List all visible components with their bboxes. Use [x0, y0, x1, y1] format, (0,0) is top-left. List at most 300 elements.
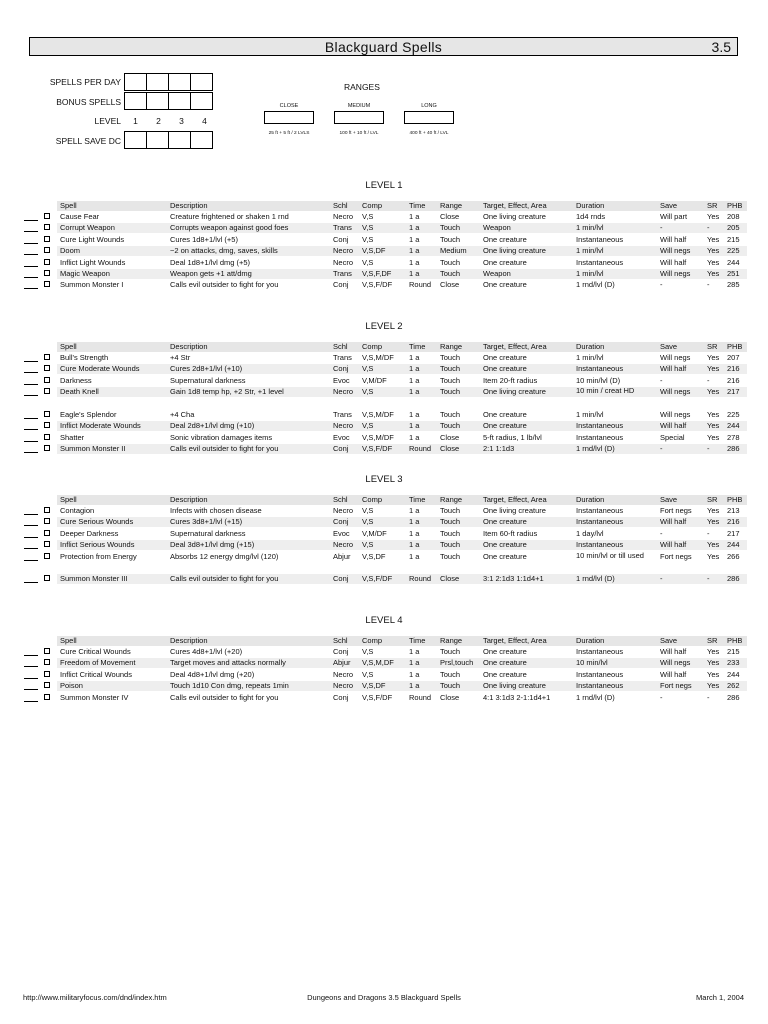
prepared-checkbox[interactable]	[44, 281, 50, 287]
spell-row	[57, 540, 747, 550]
prepared-checkbox[interactable]	[44, 518, 50, 524]
level-number: 2	[156, 116, 161, 126]
spell-sr: -	[707, 574, 710, 584]
spell-phb: 233	[727, 658, 740, 668]
spell-sr: Yes	[707, 551, 720, 561]
bonus-spells-box[interactable]	[124, 92, 147, 110]
column-header: Spell	[60, 201, 77, 210]
spell-school: Conj	[333, 234, 349, 244]
spell-phb: 278	[727, 432, 740, 442]
spell-save-dc-boxes	[124, 131, 213, 149]
version-label: 3.5	[711, 39, 731, 55]
prepared-checkbox[interactable]	[44, 575, 50, 581]
spell-description: Calls evil outsider to fight for you	[170, 574, 279, 584]
tally-line[interactable]	[24, 361, 38, 362]
spell-name: Doom	[60, 246, 81, 256]
spell-description: +4 Cha	[170, 410, 195, 419]
range-close-box[interactable]	[264, 111, 314, 124]
spell-duration: 10 min / creat HD	[576, 386, 635, 396]
spell-description: Deal 2d8+1/lvl dmg (+10)	[170, 421, 255, 431]
tally-line[interactable]	[24, 678, 38, 679]
spell-sr: Yes	[707, 212, 720, 221]
spell-save: Fort negs	[660, 551, 692, 561]
spell-duration: Instantaneous	[576, 681, 624, 691]
spell-duration: 10 min/lvl (D)	[576, 375, 621, 385]
spell-range: Touch	[440, 540, 461, 550]
column-header: Comp	[362, 495, 383, 504]
prepared-checkbox[interactable]	[44, 434, 50, 440]
spell-sr: Yes	[707, 432, 720, 442]
spell-row	[57, 364, 747, 374]
prepared-checkbox[interactable]	[44, 530, 50, 536]
spell-phb: 208	[727, 212, 740, 221]
spell-components: V,S	[362, 212, 374, 221]
spell-casting-time: 1 a	[409, 517, 420, 527]
spell-school: Necro	[333, 681, 354, 691]
column-header: Target, Effect, Area	[483, 495, 547, 504]
prepared-checkbox[interactable]	[44, 247, 50, 253]
spell-components: V,S	[362, 364, 374, 374]
spells-per-day-boxes	[124, 73, 213, 91]
spell-school: Necro	[333, 421, 354, 431]
spell-target: One creature	[483, 517, 527, 527]
spell-row	[57, 670, 747, 680]
spell-row	[57, 681, 747, 691]
spell-target: One living creature	[483, 387, 546, 397]
spell-row	[57, 235, 747, 245]
spell-school: Necro	[333, 257, 354, 267]
spell-range: Touch	[440, 234, 461, 244]
spell-sr: Yes	[707, 647, 720, 656]
tally-line[interactable]	[24, 288, 38, 289]
spell-save: Will negs	[660, 658, 691, 668]
spell-range: Touch	[440, 387, 461, 397]
spell-name: Inflict Moderate Wounds	[60, 421, 141, 431]
column-header: Save	[660, 636, 678, 645]
spell-row	[57, 529, 747, 539]
spell-range: Prsl,touch	[440, 658, 474, 668]
spell-casting-time: 1 a	[409, 257, 420, 267]
level-number: 4	[202, 116, 207, 126]
spell-components: V,S,M,DF	[362, 658, 394, 668]
spell-save: Will half	[660, 669, 687, 679]
level-label: LEVEL	[94, 116, 121, 126]
spell-range: Touch	[440, 375, 461, 385]
prepared-checkbox[interactable]	[44, 659, 50, 665]
spell-name: Darkness	[60, 375, 92, 385]
spell-row	[57, 212, 747, 222]
spell-row	[57, 280, 747, 290]
column-header: SR	[707, 342, 718, 351]
prepared-checkbox[interactable]	[44, 270, 50, 276]
spell-name: Contagion	[60, 506, 95, 515]
spell-components: V,S	[362, 647, 374, 656]
spell-phb: 285	[727, 280, 740, 290]
column-header: SR	[707, 636, 718, 645]
spell-phb: 244	[727, 669, 740, 679]
spell-components: V,S,F/DF	[362, 574, 393, 584]
spell-components: V,S,M/DF	[362, 432, 394, 442]
spells-per-day-box[interactable]	[146, 73, 169, 91]
column-header: Schl	[333, 201, 348, 210]
spell-components: V,S	[362, 223, 374, 233]
spell-save-dc-box[interactable]	[146, 131, 169, 149]
column-header: Spell	[60, 342, 77, 351]
page-title: Blackguard Spells	[324, 39, 443, 55]
spell-phb: 251	[727, 269, 740, 278]
spell-phb: 216	[727, 517, 740, 527]
column-header: Duration	[576, 201, 605, 210]
spell-school: Trans	[333, 269, 352, 278]
spell-duration: 1 min/lvl	[576, 223, 604, 233]
spell-phb: 286	[727, 574, 740, 584]
spell-casting-time: 1 a	[409, 540, 420, 550]
spell-duration: 1 min/lvl	[576, 246, 604, 256]
spell-school: Conj	[333, 574, 349, 584]
prepared-checkbox[interactable]	[44, 411, 50, 417]
spell-description: Calls evil outsider to fight for you	[170, 280, 279, 290]
spell-row	[57, 353, 747, 363]
spell-save: -	[660, 280, 663, 290]
prepared-checkbox[interactable]	[44, 354, 50, 360]
spell-components: V,S	[362, 257, 374, 267]
tally-line[interactable]	[24, 441, 38, 442]
spell-save: Will half	[660, 647, 687, 656]
spell-sr: Yes	[707, 387, 720, 397]
bonus-spells-box[interactable]	[168, 92, 191, 110]
prepared-checkbox[interactable]	[44, 224, 50, 230]
spell-phb: 262	[727, 681, 740, 691]
spell-save: Will negs	[660, 269, 691, 278]
prepared-checkbox[interactable]	[44, 553, 50, 559]
spell-components: V,S,M/DF	[362, 353, 394, 362]
tally-line[interactable]	[24, 689, 38, 690]
spell-casting-time: Round	[409, 574, 432, 584]
spell-range: Touch	[440, 528, 461, 538]
spell-casting-time: 1 a	[409, 375, 420, 385]
spell-row	[57, 410, 747, 420]
footer-title: Dungeons and Dragons 3.5 Blackguard Spells	[307, 993, 461, 1002]
spell-components: V,S	[362, 669, 374, 679]
spell-sr: -	[707, 692, 710, 702]
tally-line[interactable]	[24, 655, 38, 656]
prepared-checkbox[interactable]	[44, 648, 50, 654]
tally-line[interactable]	[24, 418, 38, 419]
column-header: PHB	[727, 636, 743, 645]
spell-sr: Yes	[707, 246, 720, 256]
spell-school: Necro	[333, 212, 354, 221]
spell-description: Deal 1d8+1/lvl dmg (+5)	[170, 257, 251, 267]
spell-description: Deal 3d8+1/lvl dmg (+15)	[170, 540, 255, 550]
bonus-spells-boxes	[124, 92, 213, 110]
spell-duration: 1d4 rnds	[576, 212, 606, 221]
spell-name: Cure Light Wounds	[60, 234, 125, 244]
spell-save: Fort negs	[660, 681, 692, 691]
bonus-spells-label: BONUS SPELLS	[56, 97, 121, 107]
spell-range: Close	[440, 692, 460, 702]
spell-duration: Instantaneous	[576, 234, 624, 244]
spell-target: One creature	[483, 551, 527, 561]
spell-components: V,S,DF	[362, 246, 386, 256]
prepared-checkbox[interactable]	[44, 377, 50, 383]
spell-description: Cures 3d8+1/lvl (+15)	[170, 517, 243, 527]
spell-save: -	[660, 375, 663, 385]
spell-sr: -	[707, 528, 710, 538]
prepared-checkbox[interactable]	[44, 365, 50, 371]
spell-components: V,S	[362, 387, 374, 397]
spells-per-day-box[interactable]	[168, 73, 191, 91]
range-long-box[interactable]	[404, 111, 454, 124]
spells-per-day-box[interactable]	[124, 73, 147, 91]
spell-target: One creature	[483, 540, 527, 550]
spell-save: -	[660, 528, 663, 538]
bonus-spells-box[interactable]	[190, 92, 213, 110]
prepared-checkbox[interactable]	[44, 682, 50, 688]
table-header	[57, 495, 747, 505]
spell-sr: -	[707, 444, 710, 454]
spell-description: Cures 4d8+1/lvl (+20)	[170, 647, 243, 656]
spell-casting-time: 1 a	[409, 647, 420, 656]
spell-save: Will half	[660, 364, 687, 374]
spell-name: Eagle's Splendor	[60, 410, 117, 419]
column-header: Range	[440, 495, 463, 504]
spell-casting-time: 1 a	[409, 669, 420, 679]
title-bar	[29, 37, 738, 56]
prepared-checkbox[interactable]	[44, 259, 50, 265]
spell-target: Weapon	[483, 269, 511, 278]
spell-range: Touch	[440, 647, 461, 656]
spell-components: V,S,DF	[362, 551, 386, 561]
spell-casting-time: 1 a	[409, 410, 420, 419]
column-header: Schl	[333, 636, 348, 645]
spell-casting-time: 1 a	[409, 681, 420, 691]
tally-line[interactable]	[24, 266, 38, 267]
spell-target: One creature	[483, 647, 527, 656]
spell-save: Will half	[660, 421, 687, 431]
tally-line[interactable]	[24, 514, 38, 515]
spell-casting-time: 1 a	[409, 212, 420, 221]
spell-school: Conj	[333, 280, 349, 290]
spell-phb: 225	[727, 410, 740, 419]
spell-range: Close	[440, 280, 460, 290]
spell-save: Will half	[660, 540, 687, 550]
spell-description: Touch 1d10 Con dmg, repeats 1min	[170, 681, 289, 691]
spell-row	[57, 433, 747, 443]
column-header: SR	[707, 495, 718, 504]
spell-save: -	[660, 692, 663, 702]
spell-name: Bull's Strength	[60, 353, 109, 362]
spell-school: Necro	[333, 506, 354, 515]
spell-name: Inflict Light Wounds	[60, 257, 126, 267]
spell-duration: Instantaneous	[576, 506, 624, 515]
spells-per-day-box[interactable]	[190, 73, 213, 91]
spell-range: Touch	[440, 257, 461, 267]
spell-components: V,S	[362, 506, 374, 515]
column-header: Schl	[333, 342, 348, 351]
tally-line[interactable]	[24, 452, 38, 453]
spell-save-dc-box[interactable]	[190, 131, 213, 149]
column-header: Time	[409, 342, 426, 351]
tally-line[interactable]	[24, 395, 38, 396]
spell-phb: 286	[727, 692, 740, 702]
tally-line[interactable]	[24, 582, 38, 583]
spell-sr: -	[707, 280, 710, 290]
spell-name: Inflict Serious Wounds	[60, 540, 135, 550]
spell-phb: 217	[727, 528, 740, 538]
spell-target: One creature	[483, 234, 527, 244]
prepared-checkbox[interactable]	[44, 236, 50, 242]
range-medium-label: MEDIUM	[347, 103, 371, 109]
spell-duration: Instantaneous	[576, 540, 624, 550]
spell-target: Weapon	[483, 223, 511, 233]
spell-school: Trans	[333, 410, 352, 419]
spell-phb: 217	[727, 387, 740, 397]
tally-line[interactable]	[24, 525, 38, 526]
spell-components: V,S	[362, 421, 374, 431]
spell-sr: -	[707, 375, 710, 385]
spell-description: +4 Str	[170, 353, 191, 362]
spell-range: Close	[440, 432, 460, 442]
spell-name: Summon Monster I	[60, 280, 124, 290]
spell-description: Cures 2d8+1/lvl (+10)	[170, 364, 243, 374]
spell-save: Will half	[660, 517, 687, 527]
tally-line[interactable]	[24, 220, 38, 221]
spell-phb: 225	[727, 246, 740, 256]
spell-target: One creature	[483, 669, 527, 679]
spell-save-dc-box[interactable]	[168, 131, 191, 149]
spell-target: One creature	[483, 280, 527, 290]
column-header: SR	[707, 201, 718, 210]
spell-casting-time: 1 a	[409, 246, 420, 256]
column-header: Description	[170, 495, 208, 504]
range-medium-box[interactable]	[334, 111, 384, 124]
tally-line[interactable]	[24, 560, 38, 561]
spell-target: One creature	[483, 410, 527, 419]
spell-phb: 215	[727, 234, 740, 244]
bonus-spells-box[interactable]	[146, 92, 169, 110]
prepared-checkbox[interactable]	[44, 541, 50, 547]
tally-line[interactable]	[24, 548, 38, 549]
level-title: LEVEL 2	[365, 321, 403, 332]
spell-sr: Yes	[707, 540, 720, 550]
spell-row	[57, 387, 747, 397]
spell-casting-time: Round	[409, 692, 432, 702]
spell-duration: Instantaneous	[576, 669, 624, 679]
spell-school: Necro	[333, 540, 354, 550]
spell-school: Trans	[333, 223, 352, 233]
tally-line[interactable]	[24, 231, 38, 232]
tally-line[interactable]	[24, 254, 38, 255]
spell-school: Conj	[333, 364, 349, 374]
level-title: LEVEL 4	[365, 615, 403, 626]
tally-line[interactable]	[24, 277, 38, 278]
column-header: Save	[660, 495, 678, 504]
column-header: Schl	[333, 495, 348, 504]
column-header: Comp	[362, 201, 383, 210]
spell-duration: Instantaneous	[576, 257, 624, 267]
spell-components: V,S,F,DF	[362, 269, 392, 278]
prepared-checkbox[interactable]	[44, 694, 50, 700]
spell-row	[57, 517, 747, 527]
prepared-checkbox[interactable]	[44, 213, 50, 219]
spell-components: V,M/DF	[362, 375, 387, 385]
spell-school: Trans	[333, 353, 352, 362]
spell-range: Touch	[440, 223, 461, 233]
spell-name: Deeper Darkness	[60, 528, 119, 538]
column-header: Comp	[362, 342, 383, 351]
prepared-checkbox[interactable]	[44, 507, 50, 513]
table-header	[57, 342, 747, 352]
spell-components: V,M/DF	[362, 528, 387, 538]
spell-target: One creature	[483, 353, 527, 362]
table-header	[57, 201, 747, 211]
spell-description: Calls evil outsider to fight for you	[170, 444, 279, 454]
column-header: Spell	[60, 495, 77, 504]
spell-casting-time: 1 a	[409, 421, 420, 431]
column-header: Save	[660, 342, 678, 351]
level-number: 1	[133, 116, 138, 126]
spell-range: Touch	[440, 410, 461, 419]
spell-description: Cures 1d8+1/lvl (+5)	[170, 234, 238, 244]
spell-name: Corrupt Weapon	[60, 223, 115, 233]
spell-range: Touch	[440, 517, 461, 527]
spell-name: Magic Weapon	[60, 269, 110, 278]
spell-row	[57, 421, 747, 431]
spell-target: One living creature	[483, 681, 546, 691]
prepared-checkbox[interactable]	[44, 671, 50, 677]
tally-line[interactable]	[24, 384, 38, 385]
tally-line[interactable]	[24, 429, 38, 430]
spell-target: 5-ft radius, 1 lb/lvl	[483, 432, 542, 442]
spell-casting-time: 1 a	[409, 223, 420, 233]
spell-casting-time: 1 a	[409, 432, 420, 442]
spell-row	[57, 223, 747, 233]
tally-line[interactable]	[24, 372, 38, 373]
spell-casting-time: 1 a	[409, 658, 420, 668]
spell-description: Corrupts weapon against good foes	[170, 223, 289, 233]
spell-row	[57, 258, 747, 268]
spell-casting-time: 1 a	[409, 353, 420, 362]
spell-range: Close	[440, 212, 460, 221]
spell-row	[57, 376, 747, 386]
tally-line[interactable]	[24, 701, 38, 702]
spell-description: Weapon gets +1 att/dmg	[170, 269, 252, 278]
spell-phb: 207	[727, 353, 740, 362]
spell-row	[57, 444, 747, 454]
prepared-checkbox[interactable]	[44, 388, 50, 394]
tally-line[interactable]	[24, 537, 38, 538]
spell-components: V,S	[362, 234, 374, 244]
prepared-checkbox[interactable]	[44, 422, 50, 428]
spell-row	[57, 574, 747, 584]
tally-line[interactable]	[24, 243, 38, 244]
tally-line[interactable]	[24, 666, 38, 667]
spell-sr: Yes	[707, 658, 720, 668]
column-header: Comp	[362, 636, 383, 645]
spell-school: Evoc	[333, 528, 350, 538]
spell-save-dc-box[interactable]	[124, 131, 147, 149]
spell-target: One creature	[483, 364, 527, 374]
footer-url[interactable]: http://www.militaryfocus.com/dnd/index.htm	[23, 993, 167, 1002]
column-header: Range	[440, 201, 463, 210]
spell-school: Conj	[333, 647, 349, 656]
spell-description: Absorbs 12 energy dmg/lvl (120)	[170, 551, 279, 561]
spell-sr: Yes	[707, 257, 720, 267]
spell-sr: Yes	[707, 421, 720, 431]
spell-casting-time: 1 a	[409, 551, 420, 561]
spell-save: -	[660, 223, 663, 233]
prepared-checkbox[interactable]	[44, 445, 50, 451]
